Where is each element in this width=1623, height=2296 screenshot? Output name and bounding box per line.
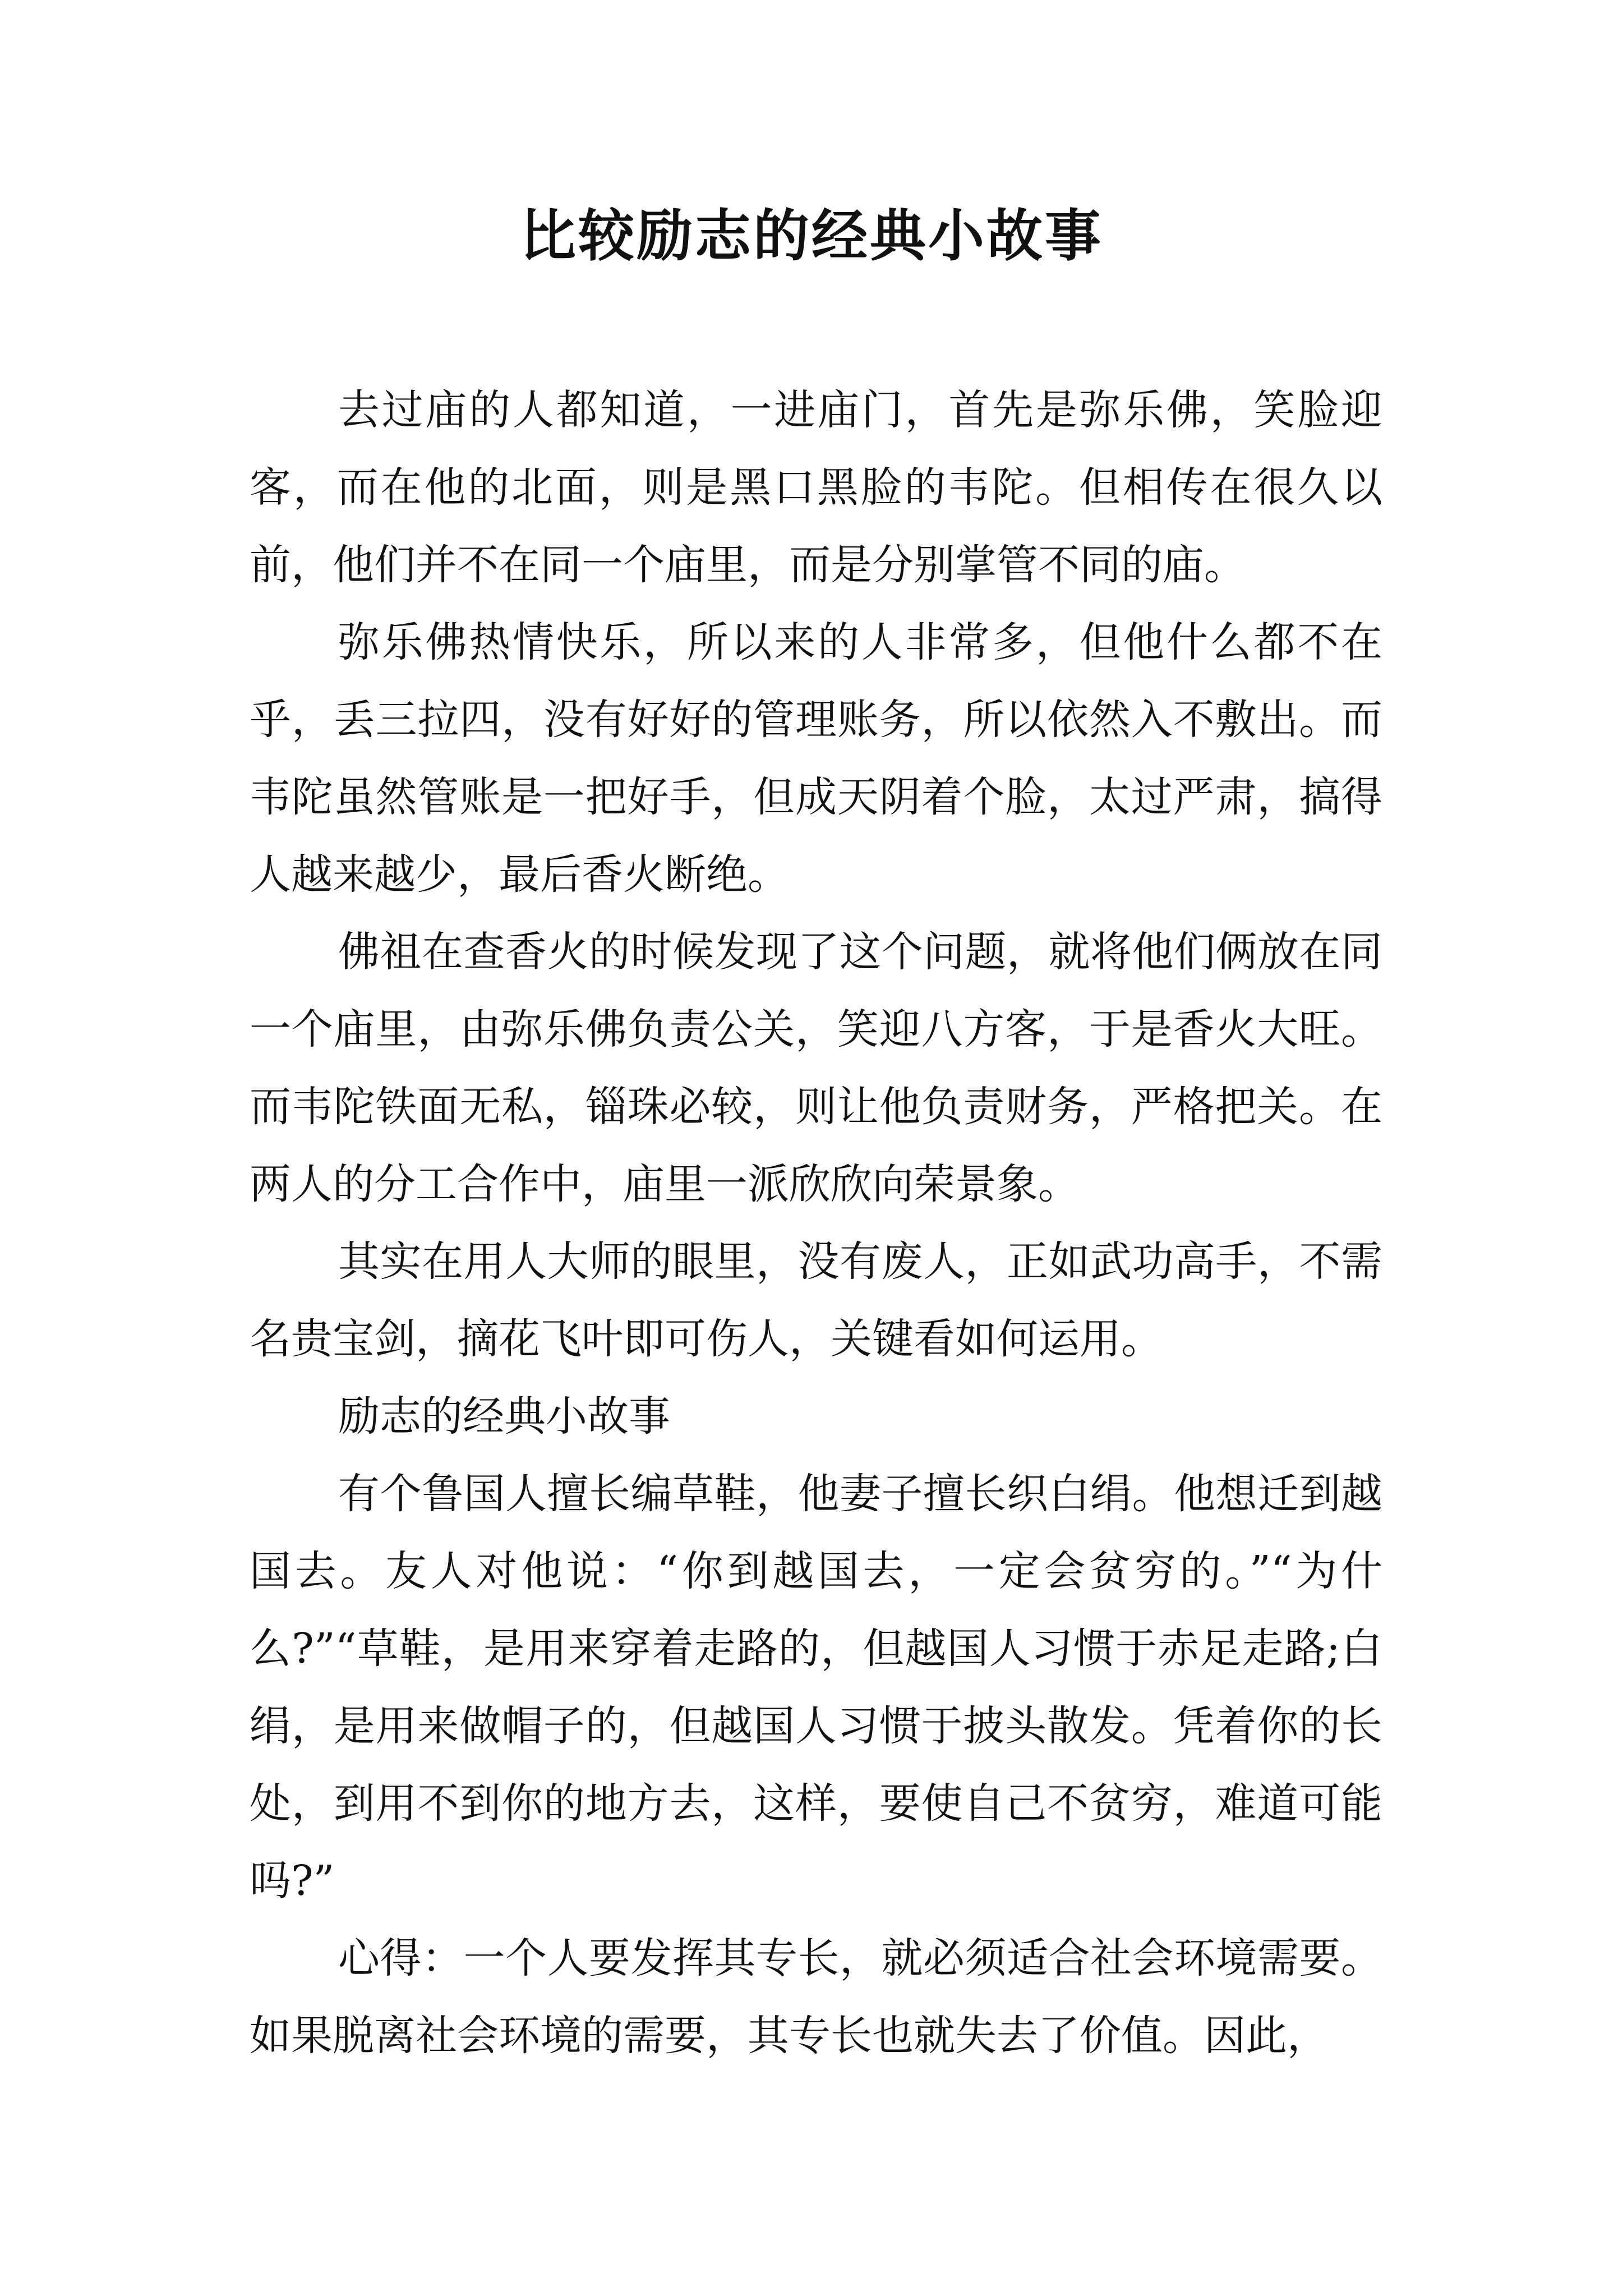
- paragraph: 心得：一个人要发挥其专长，就必须适合社会环境需要。如果脱离社会环境的需要，其专长也就失去了价值。因此，: [250, 1934, 1382, 2060]
- paragraph: 佛祖在查香火的时候发现了这个问题，就将他们俩放在同一个庙里，由弥乐佛负责公关，笑迎八方客，于是香火大旺。而韦陀铁面无私，锱珠必较，则让他负责财务，严格把关。在两人的分工合作中，庙里一派欣欣向荣景象。: [250, 928, 1382, 1208]
- document-body: [250, 371, 1382, 2074]
- paragraph: 去过庙的人都知道，一进庙门，首先是弥乐佛，笑脸迎客，而在他的北面，则是黑口黑脸的韦陀。但相传在很久以前，他们并不在同一个庙里，而是分别掌管不同的庙。: [250, 386, 1382, 589]
- section-heading: 励志的经典小故事: [338, 1392, 670, 1441]
- paragraph: 有个鲁国人擅长编草鞋，他妻子擅长织白绢。他想迁到越国去。友人对他说：“你到越国去，一定会贫穷的。”“为什么?”“草鞋，是用来穿着走路的，但越国人习惯于赤足走路;白绢，是用来做帽子的，但越国人习惯于披头散发。凭着你的长处，到用不到你的地方去，这样，要使自己不贫穷，难道可能吗?”: [250, 1470, 1382, 1905]
- document-title: 比较励志的经典小故事: [520, 203, 1103, 269]
- paragraph: 弥乐佛热情快乐，所以来的人非常多，但他什么都不在乎，丢三拉四，没有好好的管理账务，所以依然入不敷出。而韦陀虽然管账是一把好手，但成天阴着个脸，太过严肃，搞得人越来越少，最后香火断绝。: [250, 618, 1382, 899]
- paragraph: 其实在用人大师的眼里，没有废人，正如武功高手，不需名贵宝剑，摘花飞叶即可伤人，关键看如何运用。: [250, 1237, 1382, 1363]
